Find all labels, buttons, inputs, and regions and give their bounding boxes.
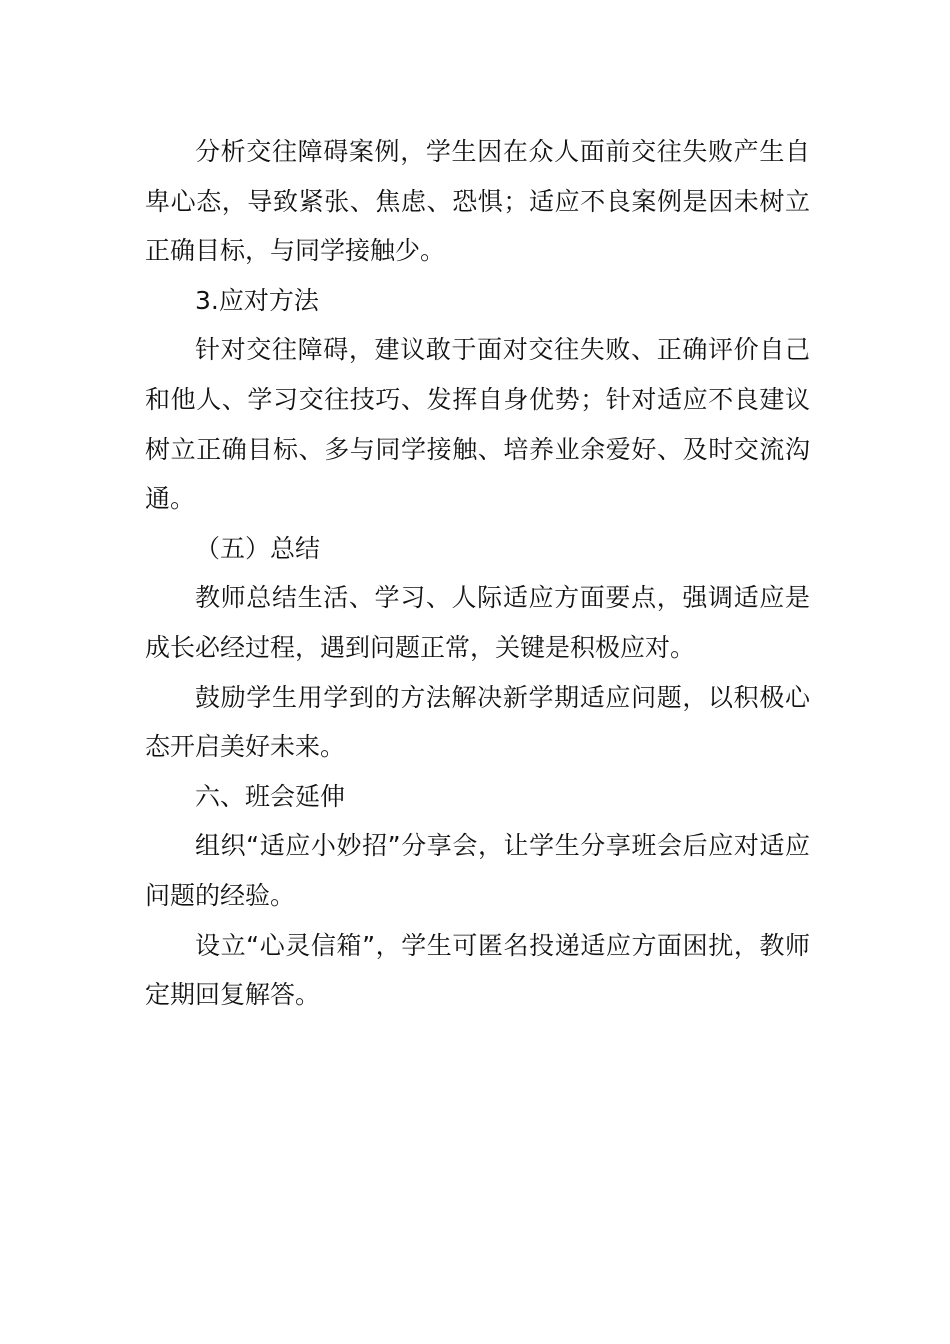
paragraph-sharing-session: 组织“适应小妙招”分享会，让学生分享班会后应对适应问题的经验。 xyxy=(145,831,810,910)
section-heading-summary: （五）总结 xyxy=(195,533,321,563)
document-body xyxy=(145,127,810,1020)
section-heading-coping-methods: 3.应对方法 xyxy=(195,285,319,315)
section-heading-extension: 六、班会延伸 xyxy=(195,781,346,811)
paragraph-mailbox: 设立“心灵信箱”，学生可匿名投递适应方面困扰，教师定期回复解答。 xyxy=(145,930,810,1010)
paragraph-teacher-summary: 教师总结生活、学习、人际适应方面要点，强调适应是成长必经过程，遇到问题正常，关键是积极应对。 xyxy=(145,583,810,662)
paragraph-coping-suggestions: 针对交往障碍，建议敢于面对交往失败、正确评价自己和他人、学习交往技巧、发挥自身优势；针对适应不良建议树立正确目标、多与同学接触、培养业余爱好、及时交流沟通。 xyxy=(145,335,810,514)
paragraph-case-analysis: 分析交往障碍案例，学生因在众人面前交往失败产生自卑心态，导致紧张、焦虑、恐惧；适应不良案例是因未树立正确目标，与同学接触少。 xyxy=(145,137,810,266)
paragraph-encouragement: 鼓励学生用学到的方法解决新学期适应问题，以积极心态开启美好未来。 xyxy=(145,682,810,762)
